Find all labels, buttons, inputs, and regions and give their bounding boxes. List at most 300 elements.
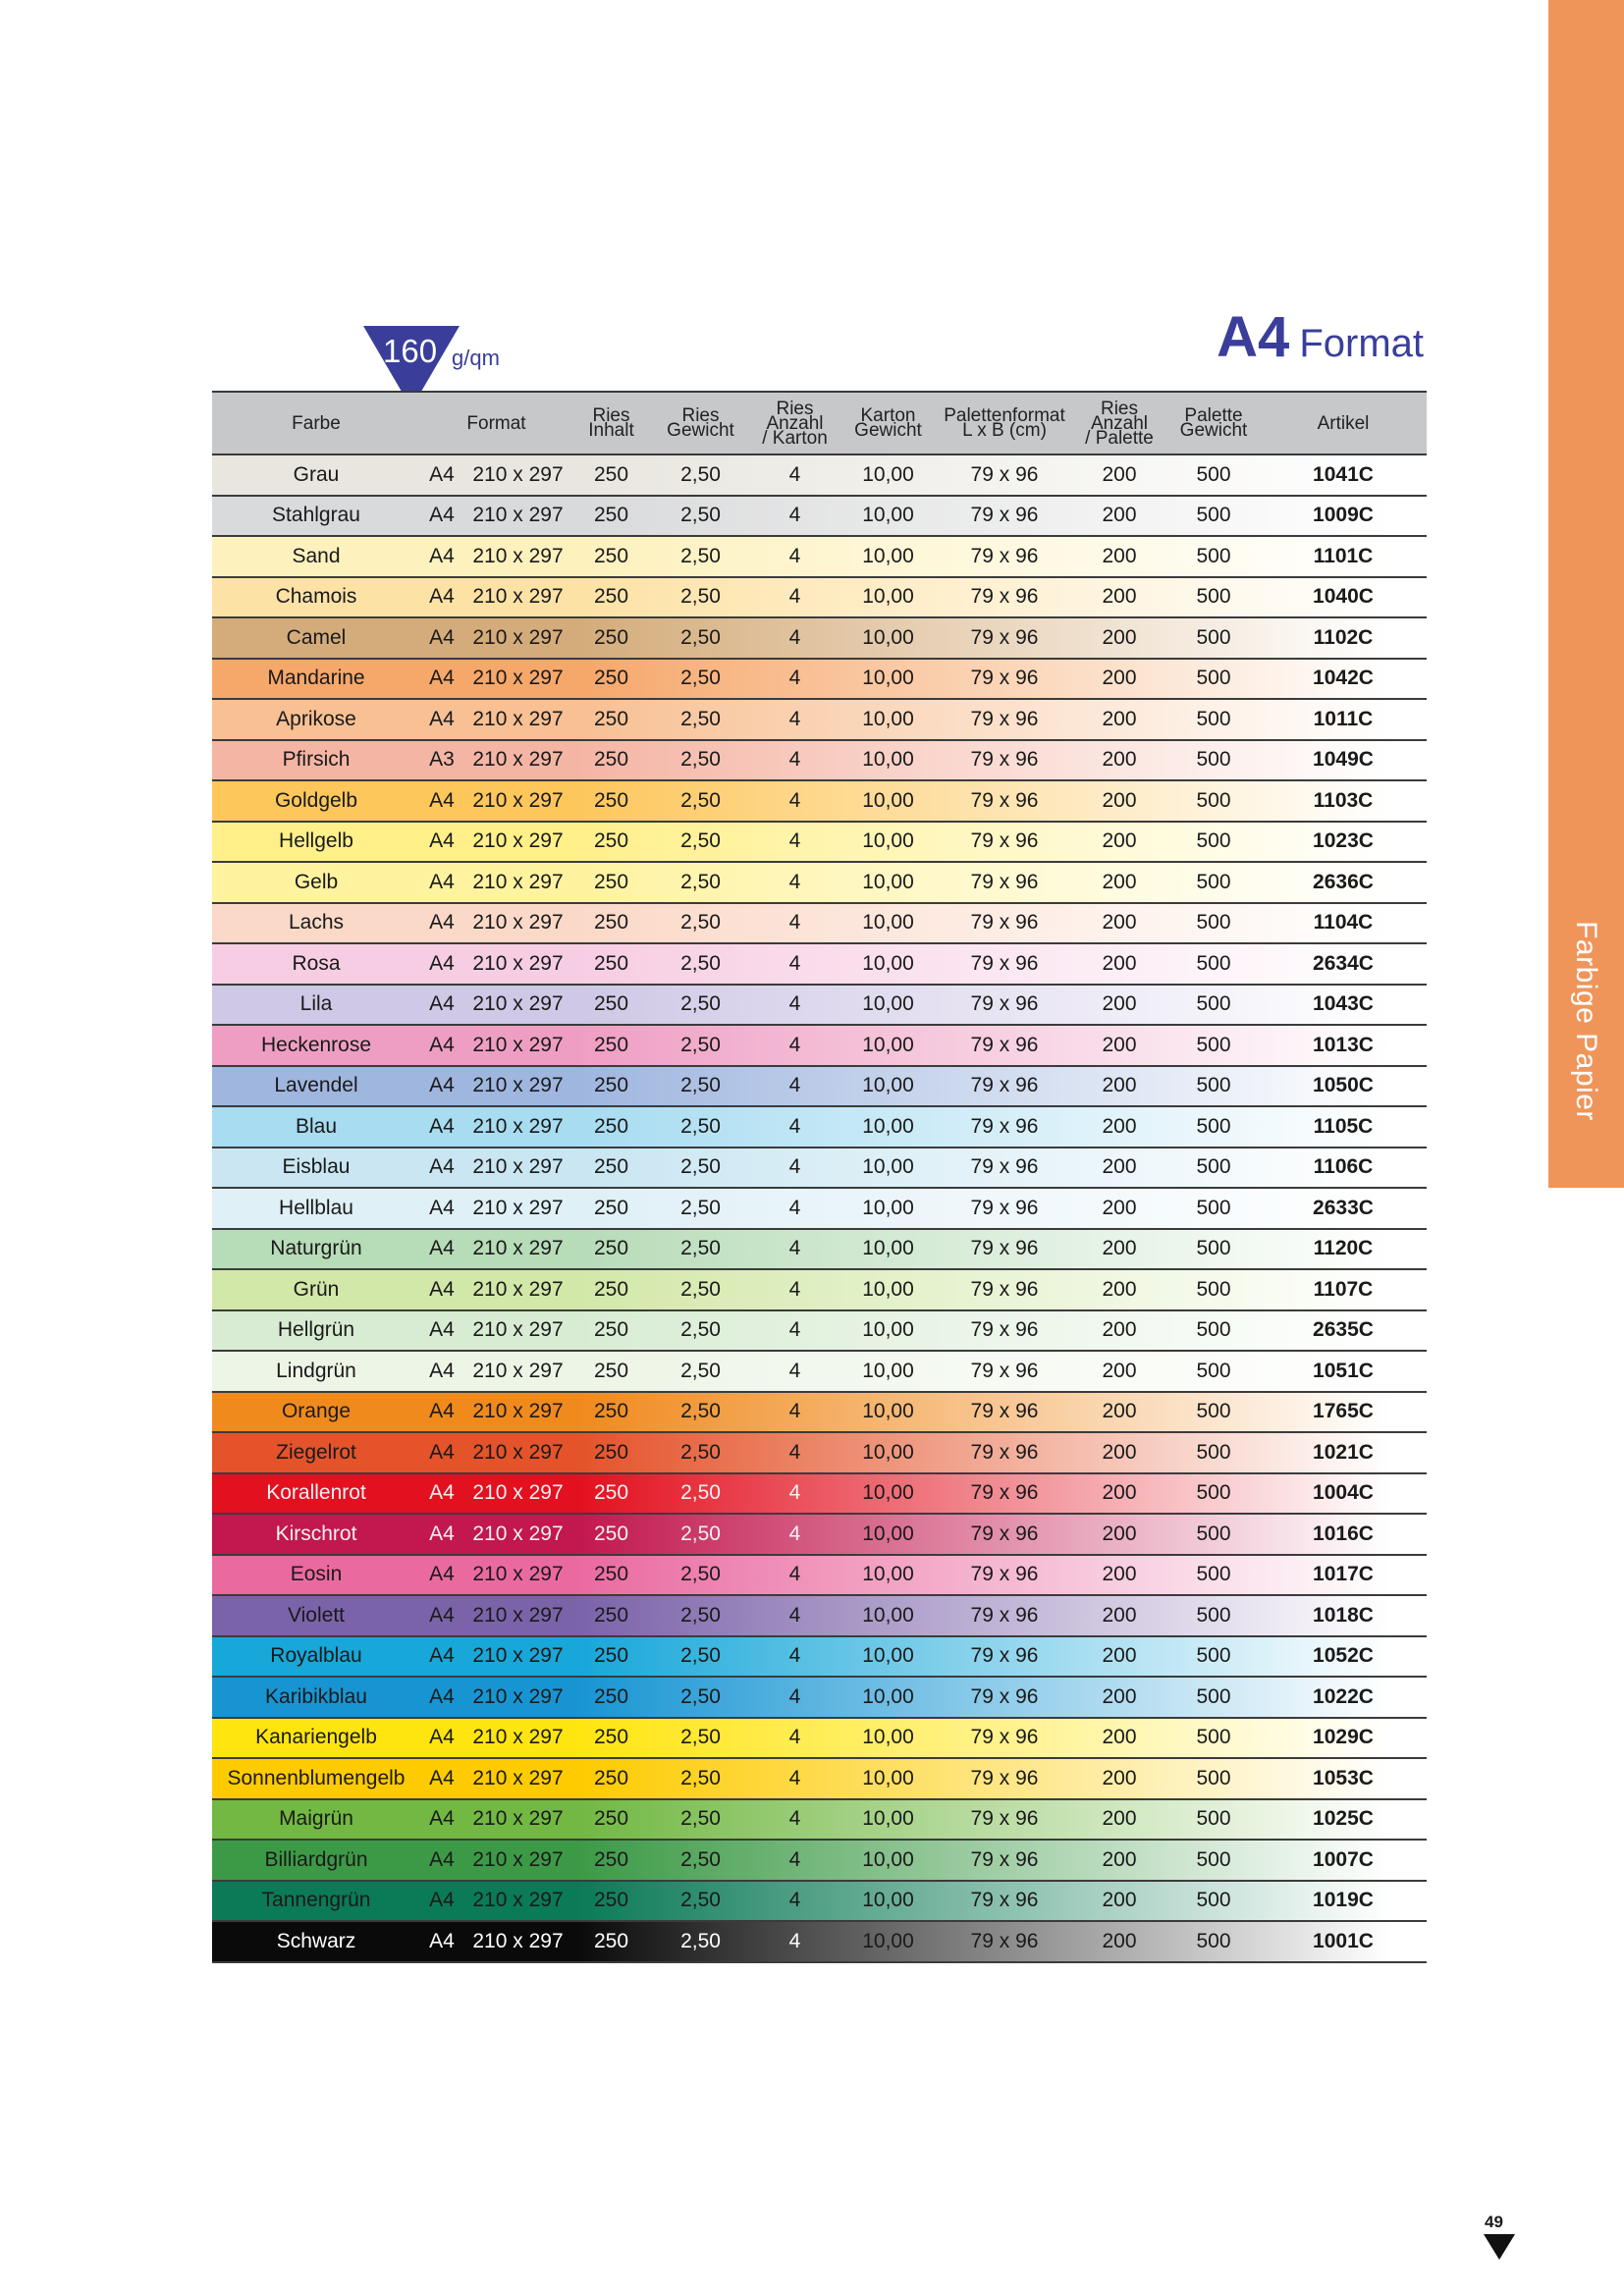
cell-palette-gewicht: 500 [1167,1881,1260,1922]
cell-ries-anzahl: 4 [751,1921,839,1962]
cell-palette-gewicht: 500 [1167,1066,1260,1107]
cell-artikel: 1009C [1260,496,1427,537]
cell-ries-gewicht: 2,50 [650,985,751,1026]
cell-palettenformat: 79 x 96 [938,1310,1071,1352]
cell-artikel: 2633C [1260,1188,1427,1229]
cell-ries-inhalt: 250 [572,1106,650,1148]
cell-artikel: 1019C [1260,1881,1427,1922]
cell-palette-gewicht: 500 [1167,1921,1260,1962]
cell-ries-anzahl: 4 [751,1229,839,1270]
cell-ries-inhalt: 250 [572,903,650,944]
cell-fb: 210 x 297 [463,1595,572,1636]
cell-artikel: 1021C [1260,1432,1427,1473]
cell-ries-anzahl: 4 [751,1799,839,1841]
cell-fb: 210 x 297 [463,1921,572,1962]
cell-palette-gewicht: 500 [1167,1432,1260,1473]
header-palettenformat: Palettenformat L x B (cm) [938,392,1071,454]
cell-fb: 210 x 297 [463,1799,572,1841]
cell-artikel: 1025C [1260,1799,1427,1841]
cell-karton-gewicht: 10,00 [839,1025,938,1066]
cell-artikel: 1101C [1260,536,1427,577]
cell-palettenformat: 79 x 96 [938,1269,1071,1310]
cell-palette-gewicht: 500 [1167,1758,1260,1799]
product-table [212,391,1427,1963]
cell-palette-gewicht: 500 [1167,1677,1260,1718]
table-row [212,699,1427,740]
cell-ries-gewicht: 2,50 [650,1229,751,1270]
cell-artikel: 2634C [1260,943,1427,985]
cell-ries-gewicht: 2,50 [650,903,751,944]
cell-fa: A4 [420,1595,463,1636]
table-row [212,1392,1427,1433]
cell-karton-gewicht: 10,00 [839,1677,938,1718]
cell-fb: 210 x 297 [463,1432,572,1473]
cell-fa: A4 [420,536,463,577]
cell-karton-gewicht: 10,00 [839,740,938,781]
cell-palettenformat: 79 x 96 [938,1758,1071,1799]
cell-artikel: 1007C [1260,1840,1427,1881]
cell-ries-inhalt: 250 [572,1473,650,1515]
cell-farbe: Rosa [212,943,420,985]
cell-fa: A4 [420,1677,463,1718]
cell-karton-gewicht: 10,00 [839,1351,938,1392]
cell-ries-gewicht: 2,50 [650,1595,751,1636]
cell-fa: A4 [420,903,463,944]
cell-palettenformat: 79 x 96 [938,536,1071,577]
cell-ries-inhalt: 250 [572,699,650,740]
cell-palette-gewicht: 500 [1167,1106,1260,1148]
cell-ries-gewicht: 2,50 [650,1106,751,1148]
cell-karton-gewicht: 10,00 [839,1636,938,1678]
cell-karton-gewicht: 10,00 [839,536,938,577]
cell-fa: A4 [420,1392,463,1433]
table-row [212,1799,1427,1841]
cell-palette-gewicht: 500 [1167,1188,1260,1229]
cell-anzahl-palette: 200 [1071,1881,1167,1922]
table-row [212,496,1427,537]
table-row [212,943,1427,985]
cell-anzahl-palette: 200 [1071,1758,1167,1799]
cell-fb: 210 x 297 [463,659,572,700]
cell-anzahl-palette: 200 [1071,1351,1167,1392]
cell-fa: A4 [420,1148,463,1189]
cell-fa: A4 [420,822,463,863]
cell-ries-inhalt: 250 [572,1229,650,1270]
cell-karton-gewicht: 10,00 [839,699,938,740]
cell-palette-gewicht: 500 [1167,577,1260,618]
cell-palettenformat: 79 x 96 [938,822,1071,863]
cell-ries-inhalt: 250 [572,1921,650,1962]
cell-ries-inhalt: 250 [572,1392,650,1433]
cell-palettenformat: 79 x 96 [938,496,1071,537]
cell-ries-anzahl: 4 [751,496,839,537]
page-number: 49 [1485,2213,1503,2231]
cell-ries-anzahl: 4 [751,1351,839,1392]
cell-ries-gewicht: 2,50 [650,862,751,903]
cell-ries-anzahl: 4 [751,1310,839,1352]
cell-ries-anzahl: 4 [751,740,839,781]
cell-ries-inhalt: 250 [572,1840,650,1881]
cell-artikel: 1018C [1260,1595,1427,1636]
cell-palette-gewicht: 500 [1167,1473,1260,1515]
cell-ries-anzahl: 4 [751,780,839,822]
cell-anzahl-palette: 200 [1071,1636,1167,1678]
cell-anzahl-palette: 200 [1071,1310,1167,1352]
table-row [212,1229,1427,1270]
cell-fa: A4 [420,1840,463,1881]
table-row [212,1636,1427,1678]
cell-palettenformat: 79 x 96 [938,454,1071,496]
cell-fb: 210 x 297 [463,1148,572,1189]
header-ries-anzahl-palette: Ries Anzahl / Palette [1071,392,1167,454]
cell-fa: A4 [420,1514,463,1555]
cell-karton-gewicht: 10,00 [839,780,938,822]
cell-palette-gewicht: 500 [1167,1351,1260,1392]
cell-artikel: 1107C [1260,1269,1427,1310]
cell-fa: A4 [420,1310,463,1352]
cell-palettenformat: 79 x 96 [938,1392,1071,1433]
cell-artikel: 1043C [1260,985,1427,1026]
cell-anzahl-palette: 200 [1071,1229,1167,1270]
cell-anzahl-palette: 200 [1071,943,1167,985]
cell-ries-anzahl: 4 [751,1514,839,1555]
cell-fa: A4 [420,1269,463,1310]
cell-fb: 210 x 297 [463,903,572,944]
cell-ries-anzahl: 4 [751,1555,839,1596]
cell-ries-anzahl: 4 [751,1881,839,1922]
cell-ries-gewicht: 2,50 [650,1881,751,1922]
table-row [212,1106,1427,1148]
cell-fb: 210 x 297 [463,780,572,822]
cell-farbe: Royalblau [212,1636,420,1678]
cell-farbe: Eosin [212,1555,420,1596]
cell-ries-anzahl: 4 [751,1718,839,1759]
cell-fb: 210 x 297 [463,1636,572,1678]
cell-fb: 210 x 297 [463,536,572,577]
cell-karton-gewicht: 10,00 [839,1310,938,1352]
cell-farbe: Sand [212,536,420,577]
cell-fb: 210 x 297 [463,496,572,537]
table-row [212,1840,1427,1881]
cell-artikel: 1106C [1260,1148,1427,1189]
cell-farbe: Violett [212,1595,420,1636]
cell-palettenformat: 79 x 96 [938,943,1071,985]
cell-anzahl-palette: 200 [1071,862,1167,903]
cell-farbe: Karibikblau [212,1677,420,1718]
cell-ries-gewicht: 2,50 [650,1840,751,1881]
cell-palette-gewicht: 500 [1167,1799,1260,1841]
cell-artikel: 1102C [1260,617,1427,659]
cell-ries-gewicht: 2,50 [650,1188,751,1229]
cell-ries-anzahl: 4 [751,1595,839,1636]
cell-ries-anzahl: 4 [751,577,839,618]
cell-ries-anzahl: 4 [751,1432,839,1473]
cell-fa: A4 [420,659,463,700]
table-row [212,985,1427,1026]
cell-anzahl-palette: 200 [1071,699,1167,740]
cell-ries-inhalt: 250 [572,740,650,781]
cell-ries-anzahl: 4 [751,1025,839,1066]
header-ries-inhalt: Ries Inhalt [572,392,650,454]
cell-palettenformat: 79 x 96 [938,1473,1071,1515]
cell-palettenformat: 79 x 96 [938,1555,1071,1596]
cell-fa: A4 [420,780,463,822]
cell-artikel: 1016C [1260,1514,1427,1555]
cell-artikel: 1051C [1260,1351,1427,1392]
cell-fa: A4 [420,1473,463,1515]
cell-ries-anzahl: 4 [751,1636,839,1678]
cell-fb: 210 x 297 [463,1229,572,1270]
table-row [212,1269,1427,1310]
cell-ries-gewicht: 2,50 [650,1636,751,1678]
cell-karton-gewicht: 10,00 [839,1188,938,1229]
cell-palette-gewicht: 500 [1167,1229,1260,1270]
cell-palettenformat: 79 x 96 [938,1595,1071,1636]
cell-fb: 210 x 297 [463,1025,572,1066]
cell-farbe: Gelb [212,862,420,903]
cell-fb: 210 x 297 [463,822,572,863]
cell-palettenformat: 79 x 96 [938,617,1071,659]
cell-ries-gewicht: 2,50 [650,659,751,700]
table-row [212,822,1427,863]
cell-farbe: Naturgrün [212,1229,420,1270]
cell-palette-gewicht: 500 [1167,1148,1260,1189]
cell-palette-gewicht: 500 [1167,617,1260,659]
cell-palettenformat: 79 x 96 [938,1188,1071,1229]
cell-anzahl-palette: 200 [1071,740,1167,781]
cell-fa: A4 [420,617,463,659]
cell-artikel: 1023C [1260,822,1427,863]
cell-karton-gewicht: 10,00 [839,1148,938,1189]
cell-ries-anzahl: 4 [751,1392,839,1433]
cell-palette-gewicht: 500 [1167,822,1260,863]
cell-fa: A4 [420,1921,463,1962]
cell-palette-gewicht: 500 [1167,985,1260,1026]
table-row [212,577,1427,618]
next-page-arrow-icon [1484,2234,1515,2260]
cell-palette-gewicht: 500 [1167,1555,1260,1596]
cell-palettenformat: 79 x 96 [938,862,1071,903]
cell-fb: 210 x 297 [463,454,572,496]
cell-karton-gewicht: 10,00 [839,1595,938,1636]
cell-fa: A4 [420,1432,463,1473]
cell-fa: A4 [420,943,463,985]
cell-ries-inhalt: 250 [572,1636,650,1678]
table-row [212,536,1427,577]
cell-fa: A4 [420,577,463,618]
cell-anzahl-palette: 200 [1071,1840,1167,1881]
cell-ries-gewicht: 2,50 [650,740,751,781]
cell-palette-gewicht: 500 [1167,454,1260,496]
cell-farbe: Lachs [212,903,420,944]
cell-karton-gewicht: 10,00 [839,862,938,903]
cell-ries-anzahl: 4 [751,985,839,1026]
cell-ries-inhalt: 250 [572,1351,650,1392]
cell-palettenformat: 79 x 96 [938,1677,1071,1718]
cell-fa: A4 [420,985,463,1026]
cell-karton-gewicht: 10,00 [839,454,938,496]
cell-ries-anzahl: 4 [751,1188,839,1229]
cell-palette-gewicht: 500 [1167,659,1260,700]
cell-farbe: Kanariengelb [212,1718,420,1759]
cell-fb: 210 x 297 [463,943,572,985]
cell-fb: 210 x 297 [463,1351,572,1392]
cell-ries-gewicht: 2,50 [650,1921,751,1962]
cell-palettenformat: 79 x 96 [938,1066,1071,1107]
cell-farbe: Lindgrün [212,1351,420,1392]
cell-farbe: Mandarine [212,659,420,700]
cell-karton-gewicht: 10,00 [839,1392,938,1433]
cell-fa: A4 [420,1799,463,1841]
cell-fb: 210 x 297 [463,617,572,659]
cell-fa: A4 [420,1555,463,1596]
cell-ries-anzahl: 4 [751,862,839,903]
cell-ries-inhalt: 250 [572,1799,650,1841]
header-artikel: Artikel [1260,392,1427,454]
cell-artikel: 1120C [1260,1229,1427,1270]
cell-fb: 210 x 297 [463,699,572,740]
cell-anzahl-palette: 200 [1071,1392,1167,1433]
cell-fa: A4 [420,1229,463,1270]
table-row [212,1148,1427,1189]
cell-fb: 210 x 297 [463,740,572,781]
cell-farbe: Hellgrün [212,1310,420,1352]
cell-ries-inhalt: 250 [572,1881,650,1922]
cell-farbe: Aprikose [212,699,420,740]
cell-anzahl-palette: 200 [1071,1432,1167,1473]
cell-anzahl-palette: 200 [1071,1148,1167,1189]
cell-anzahl-palette: 200 [1071,1106,1167,1148]
cell-ries-inhalt: 250 [572,1066,650,1107]
cell-anzahl-palette: 200 [1071,1555,1167,1596]
cell-ries-gewicht: 2,50 [650,1718,751,1759]
cell-artikel: 1049C [1260,740,1427,781]
cell-anzahl-palette: 200 [1071,1799,1167,1841]
cell-farbe: Billiardgrün [212,1840,420,1881]
table-row [212,617,1427,659]
cell-palettenformat: 79 x 96 [938,1148,1071,1189]
cell-farbe: Korallenrot [212,1473,420,1515]
cell-palettenformat: 79 x 96 [938,1025,1071,1066]
cell-fb: 210 x 297 [463,1473,572,1515]
cell-ries-inhalt: 250 [572,496,650,537]
cell-fb: 210 x 297 [463,1188,572,1229]
cell-palettenformat: 79 x 96 [938,1229,1071,1270]
header-ries-anzahl-karton: Ries Anzahl / Karton [751,392,839,454]
cell-artikel: 2635C [1260,1310,1427,1352]
cell-ries-gewicht: 2,50 [650,699,751,740]
format-word: Format [1299,322,1424,365]
cell-palette-gewicht: 500 [1167,1392,1260,1433]
cell-anzahl-palette: 200 [1071,780,1167,822]
cell-palettenformat: 79 x 96 [938,1514,1071,1555]
cell-artikel: 1017C [1260,1555,1427,1596]
cell-ries-inhalt: 250 [572,985,650,1026]
cell-anzahl-palette: 200 [1071,1188,1167,1229]
cell-palette-gewicht: 500 [1167,903,1260,944]
cell-karton-gewicht: 10,00 [839,577,938,618]
cell-karton-gewicht: 10,00 [839,1921,938,1962]
format-code: A4 [1217,305,1290,369]
cell-ries-inhalt: 250 [572,1718,650,1759]
cell-fa: A4 [420,1351,463,1392]
cell-anzahl-palette: 200 [1071,496,1167,537]
cell-ries-gewicht: 2,50 [650,617,751,659]
cell-fb: 210 x 297 [463,577,572,618]
table-row [212,903,1427,944]
table-row [212,1595,1427,1636]
cell-fa: A4 [420,1025,463,1066]
cell-palette-gewicht: 500 [1167,1636,1260,1678]
cell-ries-inhalt: 250 [572,1310,650,1352]
cell-fb: 210 x 297 [463,1269,572,1310]
cell-karton-gewicht: 10,00 [839,903,938,944]
cell-karton-gewicht: 10,00 [839,1066,938,1107]
cell-fb: 210 x 297 [463,1514,572,1555]
cell-palettenformat: 79 x 96 [938,1432,1071,1473]
cell-fa: A4 [420,1106,463,1148]
cell-fa: A4 [420,1066,463,1107]
cell-ries-anzahl: 4 [751,822,839,863]
cell-fb: 210 x 297 [463,1718,572,1759]
cell-farbe: Schwarz [212,1921,420,1962]
cell-artikel: 1013C [1260,1025,1427,1066]
cell-artikel: 1103C [1260,780,1427,822]
cell-fb: 210 x 297 [463,1840,572,1881]
cell-anzahl-palette: 200 [1071,536,1167,577]
cell-artikel: 1011C [1260,699,1427,740]
cell-palette-gewicht: 500 [1167,1514,1260,1555]
cell-fb: 210 x 297 [463,1758,572,1799]
cell-anzahl-palette: 200 [1071,1269,1167,1310]
cell-fa: A4 [420,1636,463,1678]
cell-ries-inhalt: 250 [572,1188,650,1229]
cell-artikel: 1022C [1260,1677,1427,1718]
cell-palettenformat: 79 x 96 [938,659,1071,700]
cell-ries-inhalt: 250 [572,1758,650,1799]
cell-ries-gewicht: 2,50 [650,536,751,577]
cell-karton-gewicht: 10,00 [839,943,938,985]
cell-anzahl-palette: 200 [1071,1473,1167,1515]
cell-ries-gewicht: 2,50 [650,780,751,822]
cell-ries-anzahl: 4 [751,1473,839,1515]
cell-ries-anzahl: 4 [751,454,839,496]
cell-palette-gewicht: 500 [1167,1310,1260,1352]
table-row [212,740,1427,781]
cell-fa: A4 [420,1718,463,1759]
cell-farbe: Hellgelb [212,822,420,863]
cell-artikel: 1050C [1260,1066,1427,1107]
cell-ries-gewicht: 2,50 [650,1351,751,1392]
cell-ries-inhalt: 250 [572,577,650,618]
cell-karton-gewicht: 10,00 [839,1473,938,1515]
cell-artikel: 2636C [1260,862,1427,903]
cell-artikel: 1104C [1260,903,1427,944]
cell-palette-gewicht: 500 [1167,536,1260,577]
header-format: Format [420,392,572,454]
table-row [212,659,1427,700]
cell-ries-gewicht: 2,50 [650,1148,751,1189]
header-ries-gewicht: Ries Gewicht [650,392,751,454]
cell-farbe: Lavendel [212,1066,420,1107]
cell-ries-inhalt: 250 [572,1677,650,1718]
cell-fa: A4 [420,1188,463,1229]
cell-ries-inhalt: 250 [572,454,650,496]
cell-karton-gewicht: 10,00 [839,1555,938,1596]
cell-palette-gewicht: 500 [1167,1595,1260,1636]
header-karton-gewicht: Karton Gewicht [839,392,938,454]
cell-palette-gewicht: 500 [1167,862,1260,903]
